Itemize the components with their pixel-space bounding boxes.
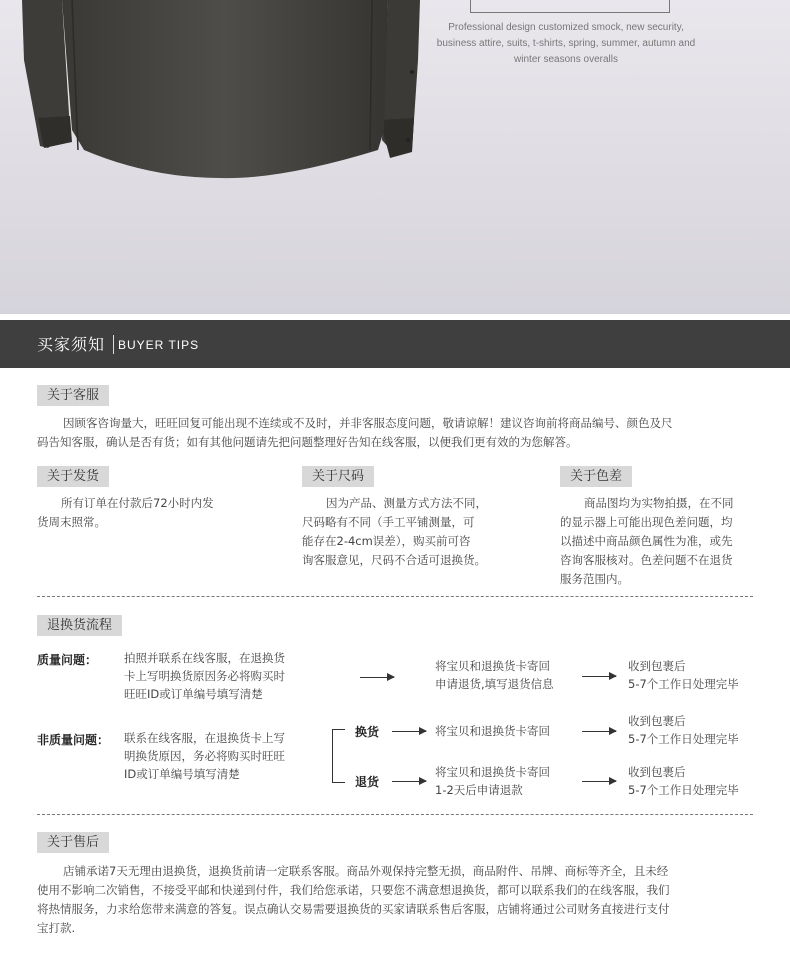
tag-after-sales: 关于售后 [37, 832, 109, 853]
dashed-divider [37, 596, 753, 597]
text-line: 收到包裹后 [628, 714, 686, 728]
quality-issue-label: 质量问题： [37, 653, 98, 667]
text-line: 5-7个工作日处理完毕 [628, 677, 739, 691]
text-line: 拍照并联系在线客服，在退换货 [124, 651, 285, 665]
text-line: 以描述中商品颜色属性为准，或先 [560, 534, 733, 548]
text-line: 5-7个工作日处理完毕 [628, 783, 739, 797]
text-line: 联系在线客服，在退换货卡上写 [124, 731, 285, 745]
text-line: 5-7个工作日处理完毕 [628, 732, 739, 746]
text-line: 将热情服务，力求给您带来满意的答复。误点确认交易需要退换货的买家请联系售后客服，店铺将通过公司财务直接进行支付 [37, 902, 670, 916]
shirt-back-image [0, 0, 440, 314]
text-line: 商品图均为实物拍摄，在不同 [584, 496, 734, 510]
text-line: 因顾客咨询量大，旺旺回复可能出现不连续或不及时，并非客服态度问题，敬请谅解！建议咨询前将商品编号、颜色及尺 [63, 416, 673, 430]
text-line: 申请退货,填写退货信息 [435, 677, 554, 691]
exchange-label: 换货 [355, 725, 380, 739]
arrow-right-icon [582, 731, 616, 732]
text-line: 宝打款. [37, 921, 76, 935]
refund-label: 退货 [355, 775, 380, 789]
arrow-right-icon [392, 781, 426, 782]
branch-bracket [332, 729, 345, 783]
text-line: 收到包裹后 [628, 765, 686, 779]
after-sales-text [37, 862, 753, 938]
text-line: 因为产品、测量方式方法不同， [326, 496, 487, 510]
exchange-result [628, 712, 758, 748]
text-line: 明换货原因，务必将购买时旺旺 [124, 749, 285, 763]
arrow-right-icon [582, 676, 616, 677]
header-title-en: BUYER TIPS [118, 338, 200, 352]
caption-line: Professional design customized smock, new security, [448, 22, 684, 33]
tag-customer-service: 关于客服 [37, 385, 109, 406]
header-divider [113, 335, 114, 354]
arrow-right-icon [582, 781, 616, 782]
text-line: 店铺承诺7天无理由退换货，退换货前请一定联系客服。商品外观保持完整无损，商品附件、吊牌、商标等齐全，且未经 [63, 864, 669, 878]
non-quality-issue-label: 非质量问题： [37, 733, 110, 747]
tag-size: 关于尺码 [302, 466, 374, 487]
quality-step [435, 657, 585, 693]
text-line: 码告知客服，确认是否有货；如有其他问题请先把问题整理好告知在线客服，以便我们更有效的为您解答。 [37, 435, 578, 449]
refund-step [435, 763, 585, 799]
customer-service-text [37, 414, 753, 452]
dashed-divider [37, 814, 753, 815]
text-line: 卡上写明换货原因务必将购买时 [124, 669, 285, 683]
header-title-zh: 买家须知 [37, 335, 106, 354]
tag-return-flow: 退换货流程 [37, 615, 122, 636]
arrow-right-icon [392, 731, 426, 732]
text-line: 货周末照常。 [37, 515, 106, 529]
quality-issue-desc [124, 649, 314, 703]
text-line: 将宝贝和退换货卡寄回 [435, 765, 550, 779]
exchange-step [435, 722, 585, 740]
text-line: 使用不影响二次销售，不接受平邮和快递到付件，我们给您承诺，只要您不满意想退换货，都可以联系我们的在线客服，我们 [37, 883, 670, 897]
product-hero [0, 0, 790, 314]
quality-result [628, 657, 758, 693]
text-line: 询客服意见，尺码不合适可退换货。 [302, 553, 486, 567]
text-line: 将宝贝和退换货卡寄回 [435, 724, 550, 738]
color-text [560, 494, 756, 589]
text-line: 收到包裹后 [628, 659, 686, 673]
text-line: 将宝贝和退换货卡寄回 [435, 659, 550, 673]
text-line: 所有订单在付款后72小时内发 [61, 496, 214, 510]
hero-caption [428, 20, 704, 68]
caption-line: business attire, suits, t-shirts, spring, summer, autumn and [436, 38, 696, 49]
buyer-tips-header [0, 320, 790, 368]
text-line: ID或订单编号填写清楚 [124, 767, 240, 781]
caption-line: winter seasons overalls [514, 54, 618, 65]
tag-color: 关于色差 [560, 466, 632, 487]
text-line: 能存在2-4cm误差），购买前可咨 [302, 534, 471, 548]
text-line: 咨询客服核对。色差问题不在退货 [560, 553, 733, 567]
shipping-text [37, 494, 257, 532]
text-line: 尺码略有不同（手工平铺测量，可 [302, 515, 475, 529]
text-line: 1-2天后申请退款 [435, 783, 523, 797]
refund-result [628, 763, 758, 799]
tag-shipping: 关于发货 [37, 466, 109, 487]
non-quality-issue-desc [124, 729, 314, 783]
arrow-right-icon [360, 677, 394, 678]
text-line: 服务范围内。 [560, 572, 629, 586]
text-line: 旺旺ID或订单编号填写清楚 [124, 687, 263, 701]
text-line: 的显示器上可能出现色差问题，均 [560, 515, 733, 529]
caption-frame [470, 0, 670, 13]
size-text [302, 494, 517, 570]
